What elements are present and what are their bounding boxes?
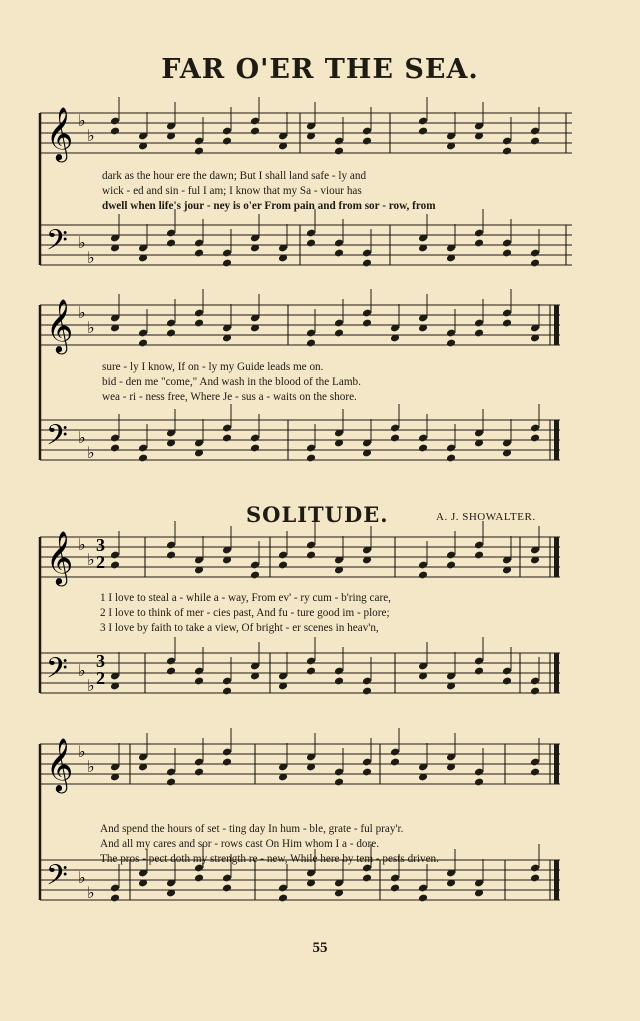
composer-credit: A. J. SHOWALTER.: [436, 511, 536, 523]
treble-clef: 𝄞: [46, 298, 74, 352]
flat-sign: ♭: [78, 661, 86, 680]
note-head: [418, 444, 428, 453]
bass-clef: 𝄢: [46, 419, 68, 459]
note-head: [474, 239, 484, 248]
note-head: [530, 259, 540, 268]
staff-systems: [40, 97, 572, 902]
note-head: [194, 319, 204, 328]
time-sig-top-bass: 3: [96, 651, 105, 671]
flat-sign: ♭: [78, 233, 86, 252]
note-head: [446, 454, 456, 463]
lyrics-song2-system1: [100, 591, 560, 636]
note-head: [194, 677, 204, 686]
note-head: [530, 768, 540, 777]
lyric-line: sure - ly I know, If on - ly my Guide leads me on.: [102, 361, 324, 373]
lyric-line: wick - ed and sin - ful I am; I know that my Sa - viour has: [102, 185, 362, 197]
song-title-solitude: SOLITUDE.: [246, 502, 389, 527]
note-head: [390, 434, 400, 443]
flat-sign: ♭: [78, 303, 86, 322]
flat-sign: ♭: [87, 883, 95, 902]
note-head: [278, 894, 288, 903]
note-head: [502, 677, 512, 686]
lyrics-song1-system2: [102, 360, 542, 405]
note-head: [362, 687, 372, 696]
lyric-line: 2 I love to think of mer - cies past, And fu - ture good im - plore;: [100, 607, 390, 619]
flat-sign: ♭: [87, 126, 95, 145]
note-head: [418, 127, 428, 136]
flat-sign: ♭: [78, 111, 86, 130]
note-head: [530, 137, 540, 146]
bass-clef: 𝄢: [46, 224, 68, 264]
flat-sign: ♭: [78, 535, 86, 554]
note-head: [334, 677, 344, 686]
note-head: [166, 551, 176, 560]
final-barline: [554, 420, 559, 460]
note-head: [530, 874, 540, 883]
note-head: [362, 874, 372, 883]
note-head: [446, 561, 456, 570]
lyric-line: The pros - pect doth my strength re - new, While here by tem - pests driven.: [100, 853, 439, 865]
note-head: [530, 687, 540, 696]
note-head: [278, 561, 288, 570]
note-head: [110, 894, 120, 903]
note-head: [390, 758, 400, 767]
note-head: [418, 571, 428, 580]
note-head: [446, 339, 456, 348]
note-head: [362, 319, 372, 328]
note-head: [138, 454, 148, 463]
note-head: [502, 319, 512, 328]
flat-sign: ♭: [87, 757, 95, 776]
lyric-line: dwell when life's jour - ney is o'er From pain and from sor - row, from: [102, 200, 436, 212]
note-head: [166, 667, 176, 676]
treble-clef: 𝄞: [46, 530, 74, 584]
final-barline: [554, 744, 559, 784]
final-barline: [554, 305, 559, 345]
flat-sign: ♭: [78, 742, 86, 761]
note-head: [110, 444, 120, 453]
note-head: [474, 667, 484, 676]
lyric-line: wea - ri - ness free, Where Je - sus a - waits on the shore.: [102, 391, 357, 403]
note-head: [362, 768, 372, 777]
lyrics-song1-system1: [102, 169, 562, 214]
final-barline: [554, 653, 559, 693]
note-head: [334, 778, 344, 787]
flat-sign: ♭: [87, 443, 95, 462]
note-head: [502, 249, 512, 258]
note-head: [306, 339, 316, 348]
flat-sign: ♭: [87, 318, 95, 337]
note-head: [390, 884, 400, 893]
note-head: [110, 127, 120, 136]
note-head: [306, 454, 316, 463]
note-head: [166, 329, 176, 338]
page-number: 55: [312, 940, 328, 956]
note-head: [250, 127, 260, 136]
flat-sign: ♭: [87, 676, 95, 695]
note-head: [194, 768, 204, 777]
treble-clef: 𝄞: [46, 106, 74, 160]
note-head: [418, 894, 428, 903]
note-head: [194, 147, 204, 156]
note-head: [474, 551, 484, 560]
flat-sign: ♭: [87, 550, 95, 569]
lyric-line: 3 I love by faith to take a view, Of bright - er scenes in heav'n,: [100, 622, 379, 634]
lyrics-song2-system2: [100, 822, 560, 867]
lyric-line: dark as the hour ere the dawn; But I shall land safe - ly and: [102, 170, 367, 182]
flat-sign: ♭: [78, 868, 86, 887]
note-head: [166, 778, 176, 787]
song-title-far-oer-the-sea: FAR O'ER THE SEA.: [161, 54, 479, 85]
time-sig-bottom-treble: 2: [96, 552, 105, 572]
note-head: [166, 239, 176, 248]
time-sig-bottom-bass: 2: [96, 668, 105, 688]
treble-clef: 𝄞: [46, 737, 74, 791]
note-head: [334, 329, 344, 338]
note-head: [474, 329, 484, 338]
note-head: [250, 571, 260, 580]
bass-clef: 𝄢: [46, 652, 68, 692]
note-head: [306, 551, 316, 560]
note-head: [138, 339, 148, 348]
note-head: [530, 434, 540, 443]
note-head: [222, 137, 232, 146]
note-head: [222, 758, 232, 767]
lyric-line: And spend the hours of set - ting day In hum - ble, grate - ful pray'r.: [100, 823, 404, 835]
note-head: [502, 147, 512, 156]
note-head: [362, 259, 372, 268]
note-head: [222, 259, 232, 268]
note-head: [194, 874, 204, 883]
lyric-line: 1 I love to steal a - while a - way, From ev' - ry cum - b'ring care,: [100, 592, 391, 604]
note-head: [194, 249, 204, 258]
lyric-line: And all my cares and sor - rows cast On Him whom I a - dore.: [100, 838, 379, 850]
note-head: [222, 434, 232, 443]
final-barline: [554, 537, 559, 577]
bass-clef: 𝄢: [46, 859, 68, 899]
note-head: [334, 147, 344, 156]
flat-sign: ♭: [87, 248, 95, 267]
time-sig-top-treble: 3: [96, 535, 105, 555]
note-head: [222, 687, 232, 696]
note-head: [306, 239, 316, 248]
note-head: [362, 137, 372, 146]
flat-sign: ♭: [78, 428, 86, 447]
note-head: [250, 444, 260, 453]
note-head: [110, 561, 120, 570]
note-head: [306, 667, 316, 676]
note-head: [474, 778, 484, 787]
note-head: [222, 884, 232, 893]
note-head: [334, 249, 344, 258]
lyric-line: bid - den me "come," And wash in the blood of the Lamb.: [102, 376, 361, 388]
